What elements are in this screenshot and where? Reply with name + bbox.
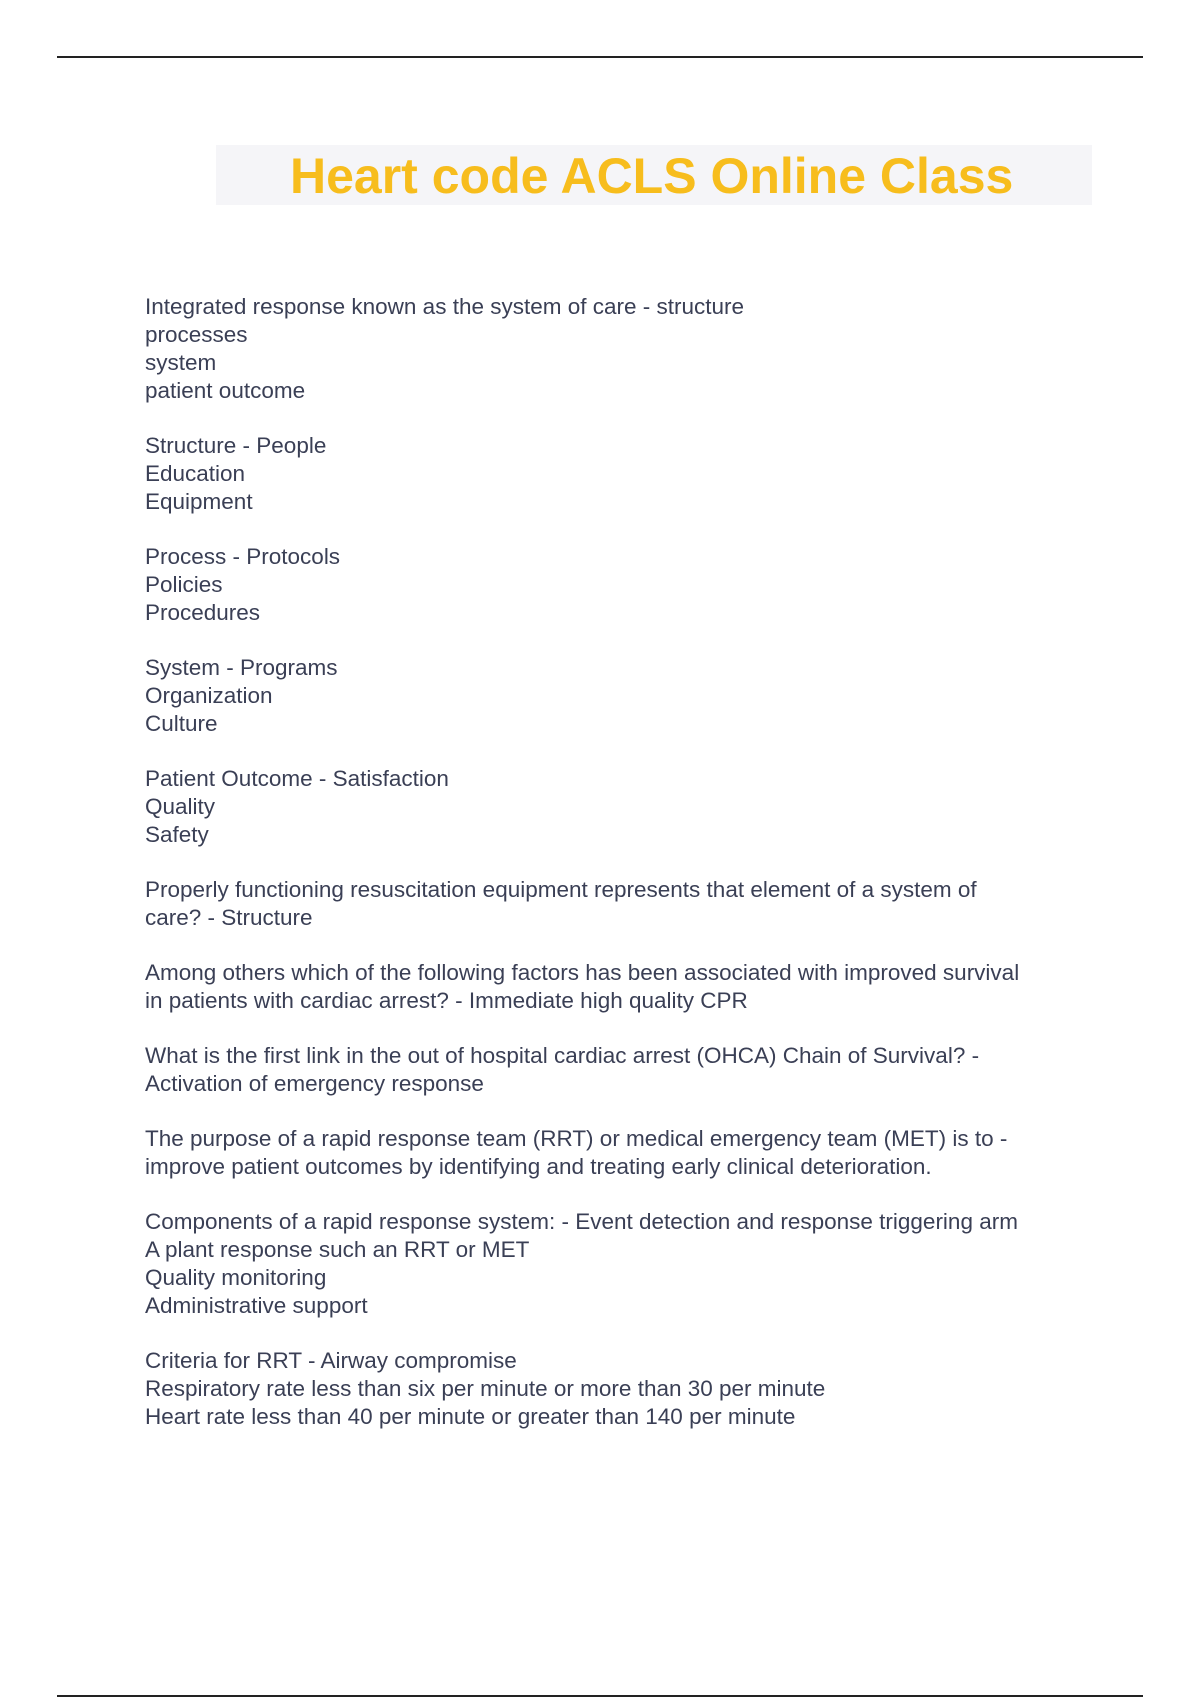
entry-line: Process - Protocols	[145, 544, 341, 569]
entry-line: What is the first link in the out of hospital cardiac arrest (OHCA) Chain of Survival? -	[145, 1043, 980, 1068]
flashcard-entry	[145, 432, 1095, 516]
entry-line: care? - Structure	[145, 905, 313, 930]
entry-line: Integrated response known as the system of care - structure	[145, 294, 745, 319]
flashcard-entry	[145, 1125, 1095, 1181]
flashcard-entry	[145, 765, 1095, 849]
entry-line: Safety	[145, 822, 209, 847]
entry-line: Organization	[145, 683, 273, 708]
entry-line: A plant response such an RRT or MET	[145, 1237, 530, 1262]
document-title: Heart code ACLS Online Class	[290, 148, 1014, 204]
entry-line: Procedures	[145, 600, 261, 625]
flashcard-entry	[145, 1208, 1095, 1320]
entry-line: Components of a rapid response system: - Event detection and response triggering arm	[145, 1209, 1018, 1234]
entry-line: Education	[145, 461, 246, 486]
entry-line: Respiratory rate less than six per minute or more than 30 per minute	[145, 1376, 826, 1401]
entry-line: Structure - People	[145, 433, 327, 458]
entry-line: Equipment	[145, 489, 253, 514]
entry-line: Patient Outcome - Satisfaction	[145, 766, 449, 791]
entry-line: processes	[145, 322, 248, 347]
entry-line: Among others which of the following factors has been associated with improved survival	[145, 960, 1020, 985]
entry-line: Heart rate less than 40 per minute or greater than 140 per minute	[145, 1404, 796, 1429]
flashcard-entry	[145, 543, 1095, 627]
entry-line: Culture	[145, 711, 218, 736]
entry-line: improve patient outcomes by identifying and treating early clinical deterioration.	[145, 1154, 932, 1179]
entry-line: Policies	[145, 572, 223, 597]
flashcard-entry	[145, 293, 1095, 405]
entry-line: in patients with cardiac arrest? - Immediate high quality CPR	[145, 988, 748, 1013]
flashcard-entry	[145, 1042, 1095, 1098]
entry-line: Activation of emergency response	[145, 1071, 484, 1096]
entry-line: Properly functioning resuscitation equipment represents that element of a system of	[145, 877, 977, 902]
page-top-rule	[57, 56, 1143, 58]
entry-line: System - Programs	[145, 655, 338, 680]
flashcard-entry	[145, 654, 1095, 738]
entry-line: Quality	[145, 794, 216, 819]
entry-line: Administrative support	[145, 1293, 368, 1318]
flashcard-entry	[145, 876, 1095, 932]
entry-line: The purpose of a rapid response team (RRT) or medical emergency team (MET) is to -	[145, 1126, 1008, 1151]
page-bottom-rule	[57, 1695, 1143, 1697]
flashcard-entry	[145, 1347, 1095, 1431]
document-body	[145, 293, 1095, 1458]
entry-line: patient outcome	[145, 378, 306, 403]
entry-line: Quality monitoring	[145, 1265, 327, 1290]
flashcard-entry	[145, 959, 1095, 1015]
entry-line: system	[145, 350, 217, 375]
entry-line: Criteria for RRT - Airway compromise	[145, 1348, 517, 1373]
